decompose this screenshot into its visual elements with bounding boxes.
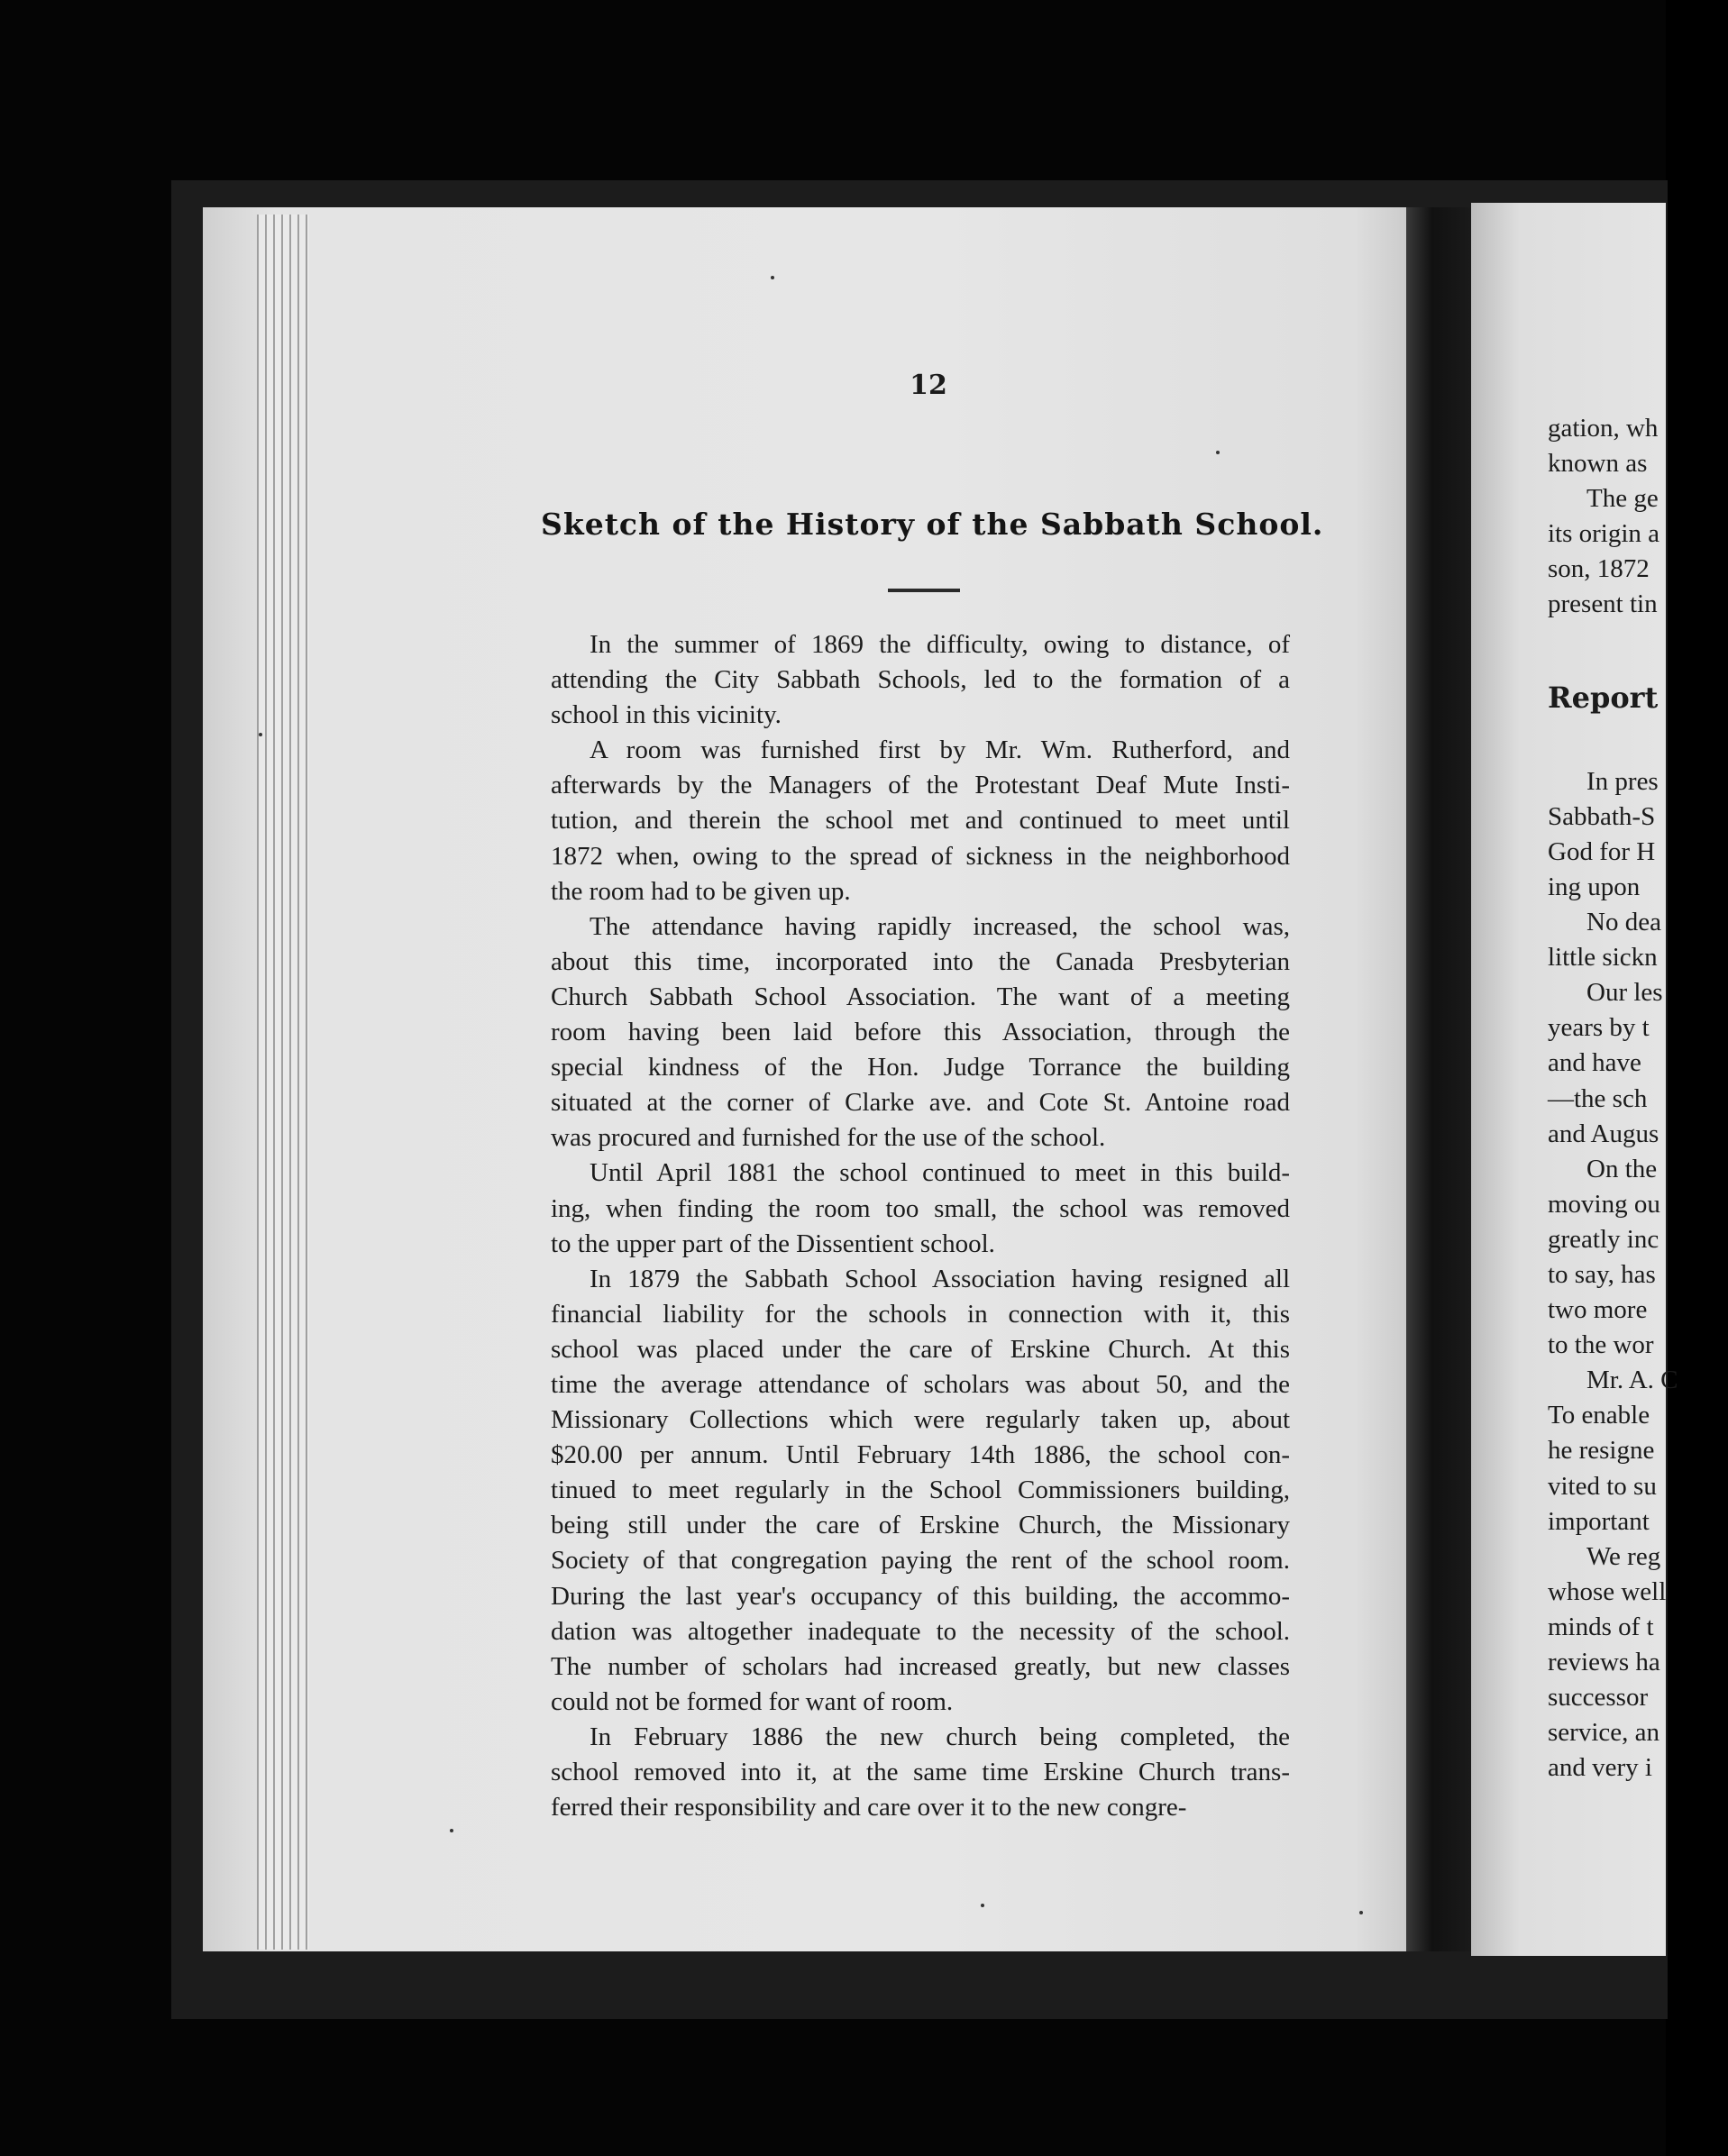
text-line: tinued to meet regularly in the School Commissioners building,	[551, 1475, 1290, 1505]
scan-speck	[1359, 1911, 1363, 1914]
text-line: could not be formed for want of room.	[551, 1686, 954, 1716]
right-text-line: gation, wh	[1548, 414, 1659, 443]
right-text-line: The ge	[1586, 484, 1659, 514]
right-text-line: Our les	[1586, 978, 1663, 1008]
text-line: The attendance having rapidly increased, the school was,	[590, 911, 1290, 941]
text-line: In the summer of 1869 the difficulty, owing to distance, of	[590, 630, 1290, 659]
text-line: to the upper part of the Dissentient school.	[551, 1229, 995, 1258]
right-text-line: he resigne	[1548, 1436, 1655, 1466]
text-line: Church Sabbath School Association. The want of a meeting	[551, 982, 1290, 1011]
text-line: was procured and furnished for the use of the school.	[551, 1123, 1106, 1153]
page-heading: Sketch of the History of the Sabbath School.	[541, 507, 1324, 542]
right-text-line: son, 1872	[1548, 554, 1650, 584]
heading-rule	[888, 589, 960, 592]
text-line: attending the City Sabbath Schools, led to the formation of a	[551, 665, 1290, 695]
right-text-line: and very i	[1548, 1753, 1652, 1783]
text-line: Missionary Collections which were regularly taken up, about	[551, 1405, 1290, 1435]
text-line: about this time, incorporated into the Canada Presbyterian	[551, 946, 1290, 976]
right-text-line: On the	[1586, 1154, 1658, 1183]
right-text-line: ing upon	[1548, 872, 1641, 901]
right-text-line: service, an	[1548, 1718, 1659, 1748]
right-text-line: We reg	[1586, 1541, 1661, 1571]
right-text-line: moving ou	[1548, 1189, 1660, 1219]
right-text-line: and have	[1548, 1048, 1641, 1078]
text-line: special kindness of the Hon. Judge Torrance the building	[551, 1053, 1290, 1083]
right-text-line: years by t	[1548, 1013, 1650, 1043]
text-line: Until April 1881 the school continued to meet in this build-	[590, 1158, 1290, 1188]
text-line: school was placed under the care of Erskine Church. At this	[551, 1334, 1290, 1364]
text-line: school in this vicinity.	[551, 700, 782, 730]
right-text-line: Sabbath-S	[1548, 801, 1656, 831]
right-text-line: to say, has	[1548, 1259, 1656, 1289]
scan-speck	[259, 733, 262, 736]
scan-speck	[450, 1829, 453, 1832]
text-line: the room had to be given up.	[551, 876, 851, 906]
body-text	[551, 627, 1290, 1825]
right-page-heading: Report	[1548, 680, 1659, 715]
right-text-line: No dea	[1586, 908, 1661, 937]
right-text-line: vited to su	[1548, 1471, 1657, 1501]
scan-speck	[1216, 451, 1220, 454]
right-text-line: whose well	[1548, 1576, 1667, 1606]
text-line: $20.00 per annum. Until February 14th 1886, the school con-	[551, 1440, 1290, 1470]
page-edges	[257, 215, 309, 1950]
right-text-line: its origin a	[1548, 519, 1660, 549]
text-line: dation was altogether inadequate to the necessity of the school.	[551, 1616, 1290, 1646]
right-text-line: important	[1548, 1506, 1650, 1536]
text-line: school removed into it, at the same time Erskine Church trans-	[551, 1758, 1290, 1786]
book-gutter	[1406, 207, 1471, 1951]
text-line: Society of that congregation paying the rent of the school room.	[551, 1546, 1290, 1576]
text-line: room having been laid before this Association, through the	[551, 1018, 1290, 1047]
text-line: In February 1886 the new church being completed, the	[590, 1722, 1290, 1751]
right-text-line: In pres	[1586, 766, 1659, 796]
right-text-line: known as	[1548, 449, 1648, 479]
right-text-line: successor	[1548, 1683, 1649, 1713]
right-text-line: reviews ha	[1548, 1648, 1660, 1676]
text-line: afterwards by the Managers of the Protestant Deaf Mute Insti-	[551, 771, 1290, 800]
text-line: situated at the corner of Clarke ave. and Cote St. Antoine road	[551, 1088, 1290, 1118]
right-text-line: to the wor	[1548, 1330, 1654, 1360]
text-line: time the average attendance of scholars was about 50, and the	[551, 1369, 1290, 1399]
right-text-line: God for H	[1548, 836, 1656, 866]
text-line: The number of scholars had increased greatly, but new classes	[551, 1651, 1290, 1681]
text-line: ferred their responsibility and care over it to the new congre-	[551, 1793, 1187, 1823]
text-line: tution, and therein the school met and continued to meet until	[551, 806, 1290, 836]
right-text-line: present tin	[1548, 589, 1658, 619]
right-text-line: and Augus	[1548, 1119, 1659, 1148]
right-text-line: two more	[1548, 1295, 1648, 1325]
text-line: During the last year's occupancy of this building, the accommo-	[551, 1581, 1290, 1611]
text-line: In 1879 the Sabbath School Association having resigned all	[590, 1264, 1290, 1293]
right-page-text	[1548, 411, 1728, 1786]
scan-speck	[981, 1904, 984, 1907]
text-line: financial liability for the schools in connection with it, this	[551, 1299, 1290, 1329]
text-line: A room was furnished first by Mr. Wm. Rutherford, and	[590, 735, 1290, 765]
right-text-line: minds of t	[1548, 1612, 1654, 1641]
text-line: 1872 when, owing to the spread of sickness in the neighborhood	[551, 841, 1290, 871]
right-text-line: —the sch	[1548, 1083, 1648, 1113]
right-text-line: little sickn	[1548, 943, 1658, 973]
text-line: ing, when finding the room too small, the school was removed	[551, 1193, 1290, 1223]
scan-speck	[771, 276, 774, 279]
right-text-line: greatly inc	[1548, 1224, 1659, 1254]
text-line: being still under the care of Erskine Church, the Missionary	[551, 1511, 1290, 1540]
page-number: 12	[910, 370, 947, 401]
right-text-line: Mr. A. C	[1586, 1366, 1678, 1395]
right-text-line: To enable	[1548, 1401, 1650, 1430]
